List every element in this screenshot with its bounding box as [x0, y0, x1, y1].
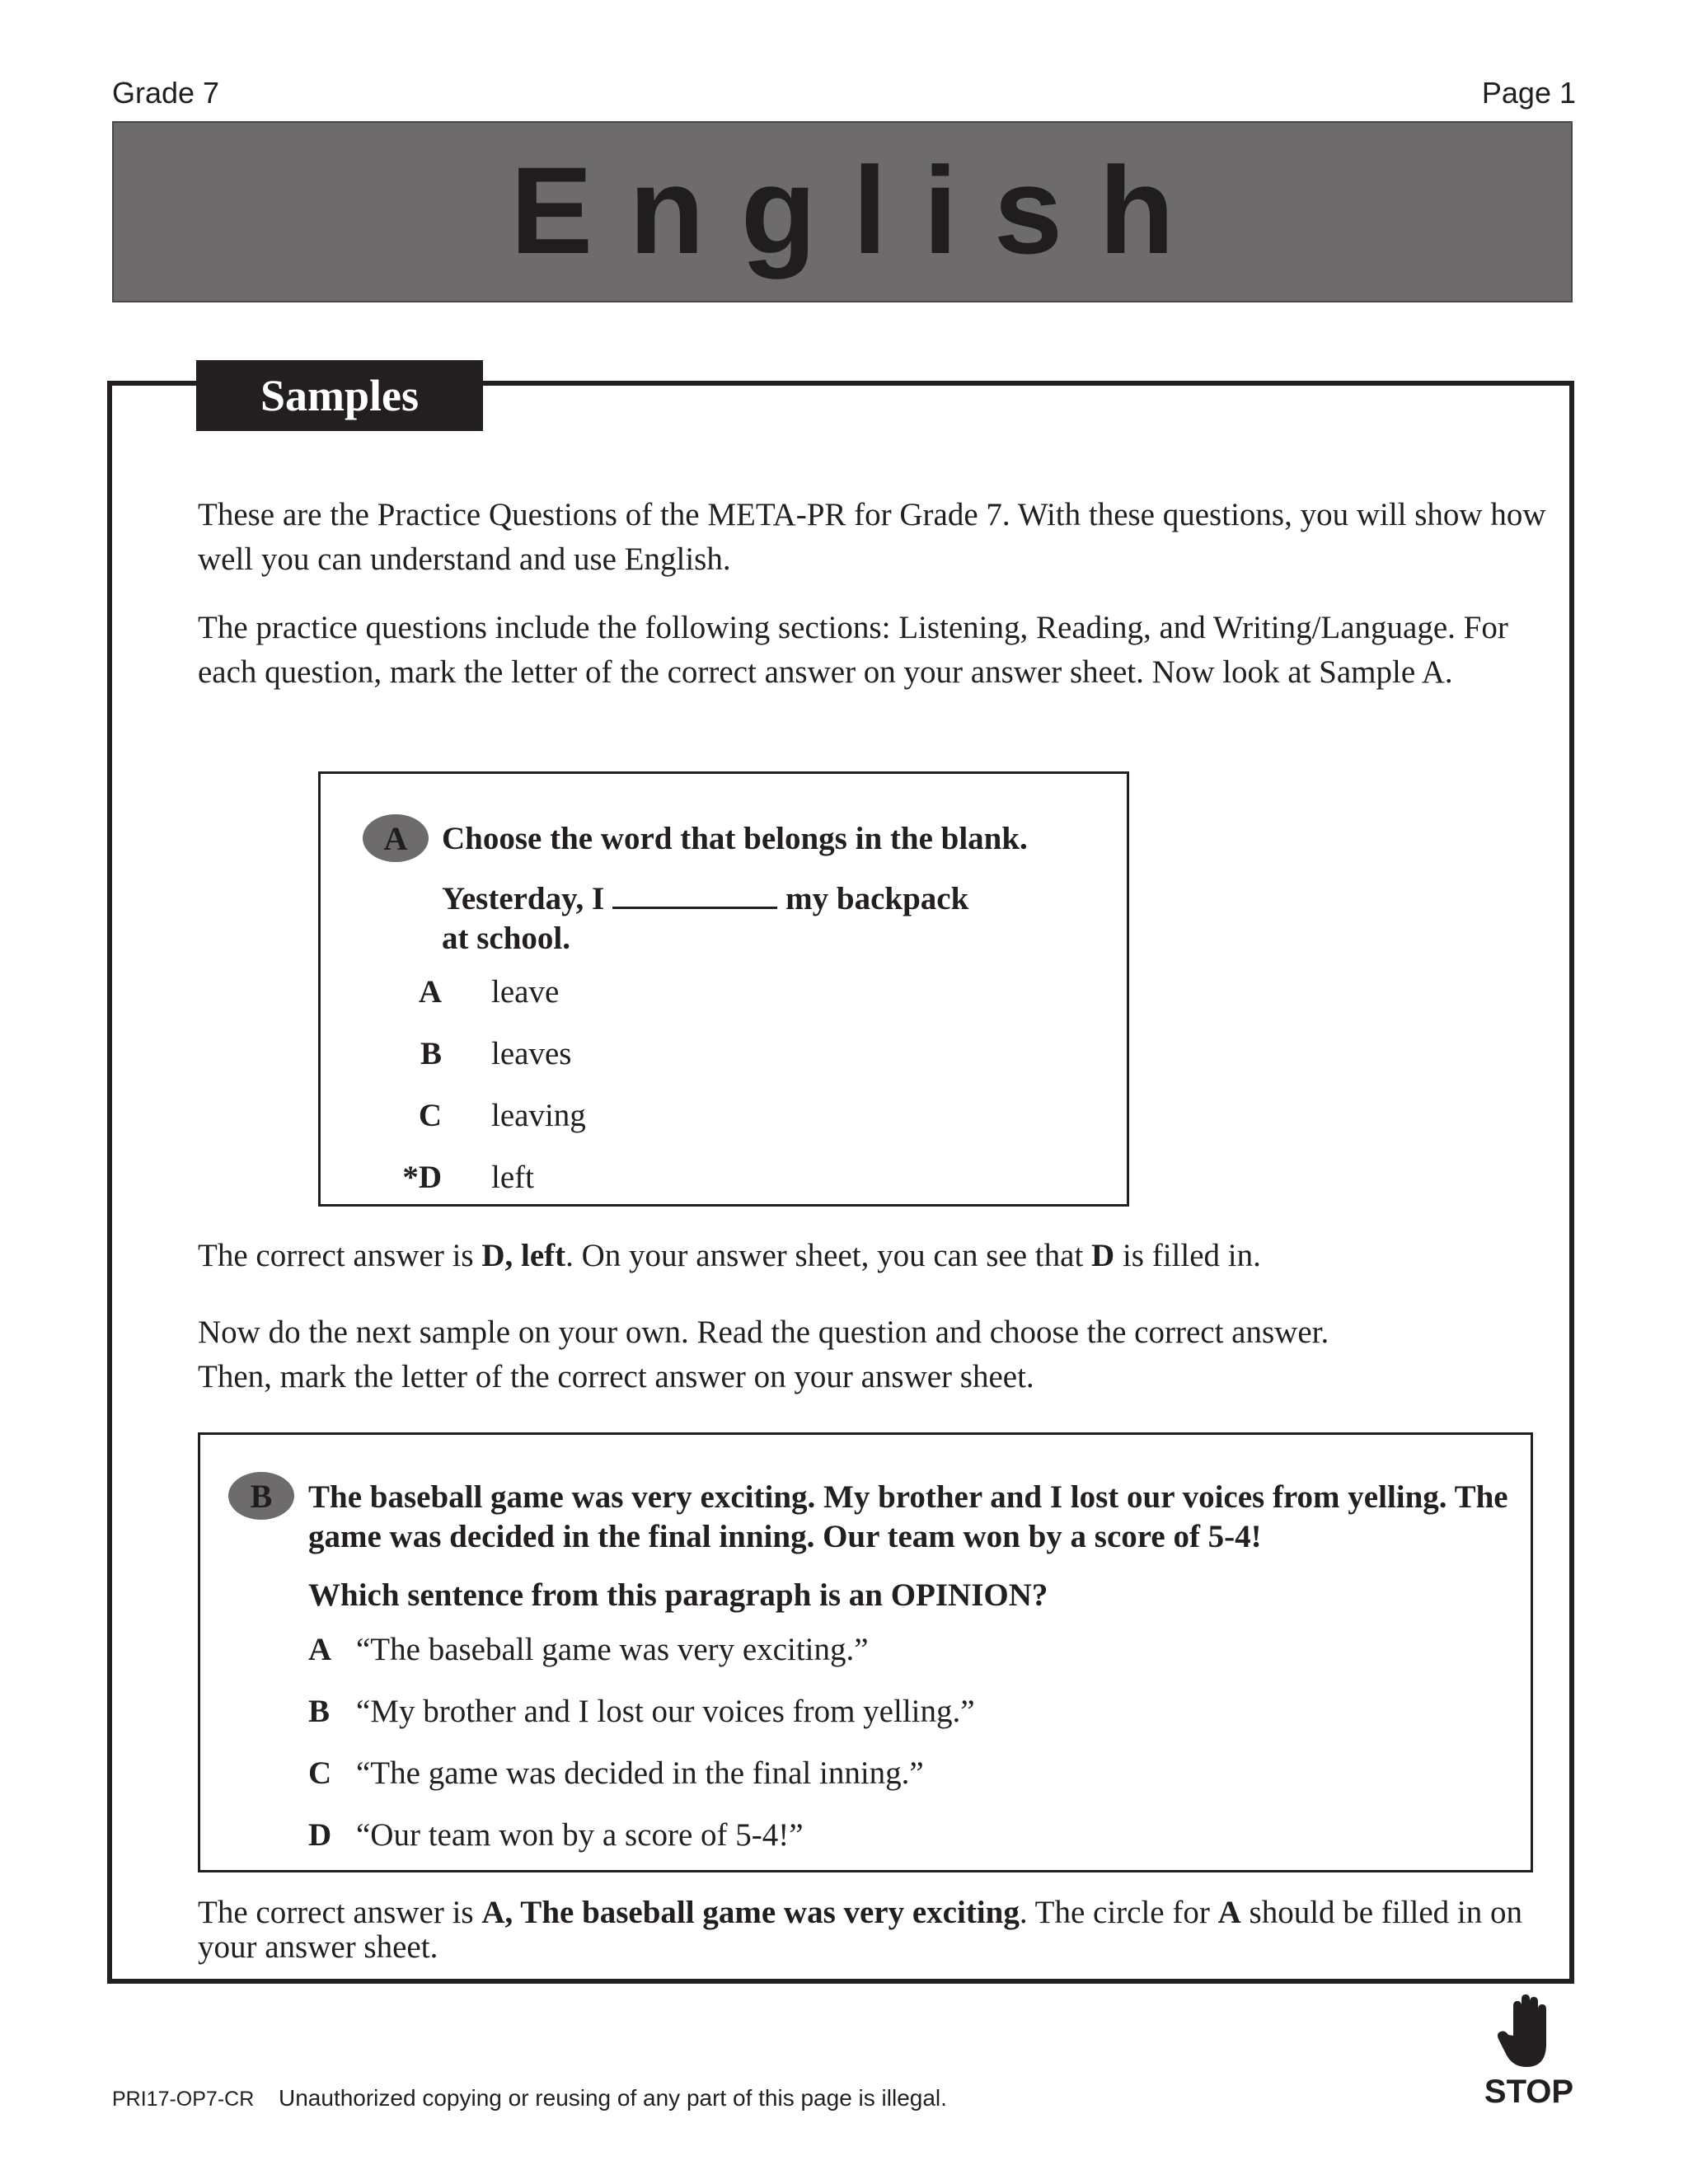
title-banner — [112, 121, 1573, 302]
sample-a-result — [198, 1234, 1550, 1278]
option-text: “The game was decided in the final inning.” — [356, 1755, 924, 1791]
sample-b-passage: The baseball game was very exciting. My brother and I lost our voices from yelling. The game was decided in the final inning. Our team won by a score of 5-4! — [308, 1479, 1508, 1554]
result-letter: D — [1091, 1238, 1115, 1273]
intro-paragraph: These are the Practice Questions of the META-PR for Grade 7. With these questions, you will show how well you can understand and use English. — [198, 497, 1546, 577]
result-text: . The circle for — [1019, 1895, 1218, 1930]
result-text: . On your answer sheet, you can see that — [565, 1238, 1092, 1273]
option-text: left — [491, 1160, 534, 1195]
option-letter: *D — [402, 1160, 442, 1195]
answer-blank — [612, 877, 777, 909]
sentence-line-2: at school. — [442, 921, 570, 956]
sample-b-question: Which sentence from this paragraph is an OPINION? — [308, 1577, 1048, 1613]
copyright-notice: Unauthorized copying or reusing of any part of this page is illegal. — [279, 2085, 947, 2111]
sample-b-marker: B — [228, 1472, 294, 1520]
stop-hand-icon — [1497, 1994, 1554, 2069]
option-text: leaves — [491, 1036, 572, 1071]
option-text: “My brother and I lost our voices from yelling.” — [356, 1694, 975, 1729]
option-letter: C — [308, 1755, 332, 1791]
grade-label: Grade 7 — [112, 76, 220, 110]
page-number: Page 1 — [1481, 76, 1576, 110]
result-text: is filled in. — [1114, 1238, 1261, 1273]
result-text: should be filled in on your answer sheet. — [198, 1895, 1522, 1965]
result-text: The correct answer is — [198, 1238, 482, 1273]
option-letter: C — [418, 1098, 442, 1133]
sentence-before-blank: Yesterday, I — [442, 881, 605, 916]
result-answer: D, left — [481, 1238, 566, 1273]
option-text: leave — [491, 974, 560, 1010]
option-text: leaving — [491, 1098, 586, 1133]
page-title: English — [510, 140, 1211, 279]
option-letter: B — [420, 1036, 442, 1071]
sentence-after-blank: my backpack — [785, 881, 969, 916]
sample-a-sentence — [442, 877, 1019, 958]
result-answer: A, The baseball game was very exciting — [481, 1895, 1020, 1930]
option-letter: A — [308, 1632, 332, 1667]
option-letter: D — [308, 1817, 332, 1853]
samples-tab: Samples — [196, 360, 483, 431]
instructions-paragraph: The practice questions include the following sections: Listening, Reading, and Writing/Language. For each question, mark the letter of the correct answer on your answer sheet. Now look at Sample A. — [198, 610, 1508, 690]
option-text: “Our team won by a score of 5-4!” — [356, 1817, 804, 1853]
stop-label: STOP — [1484, 2074, 1574, 2110]
sample-a-stem: Choose the word that belongs in the blank. — [442, 821, 1028, 856]
form-code: PRI17-OP7-CR — [112, 2088, 255, 2111]
option-letter: B — [308, 1694, 331, 1729]
option-text: “The baseball game was very exciting.” — [356, 1632, 869, 1667]
result-text: The correct answer is — [198, 1895, 482, 1930]
option-letter: A — [418, 974, 442, 1010]
next-sample-instructions: Now do the next sample on your own. Read the question and choose the correct answer. Then, mark the letter of the correct answer on your answer sheet. — [198, 1315, 1329, 1394]
result-letter: A — [1217, 1895, 1241, 1930]
sample-b-result — [198, 1896, 1550, 1965]
sample-a-marker: A — [363, 814, 429, 862]
